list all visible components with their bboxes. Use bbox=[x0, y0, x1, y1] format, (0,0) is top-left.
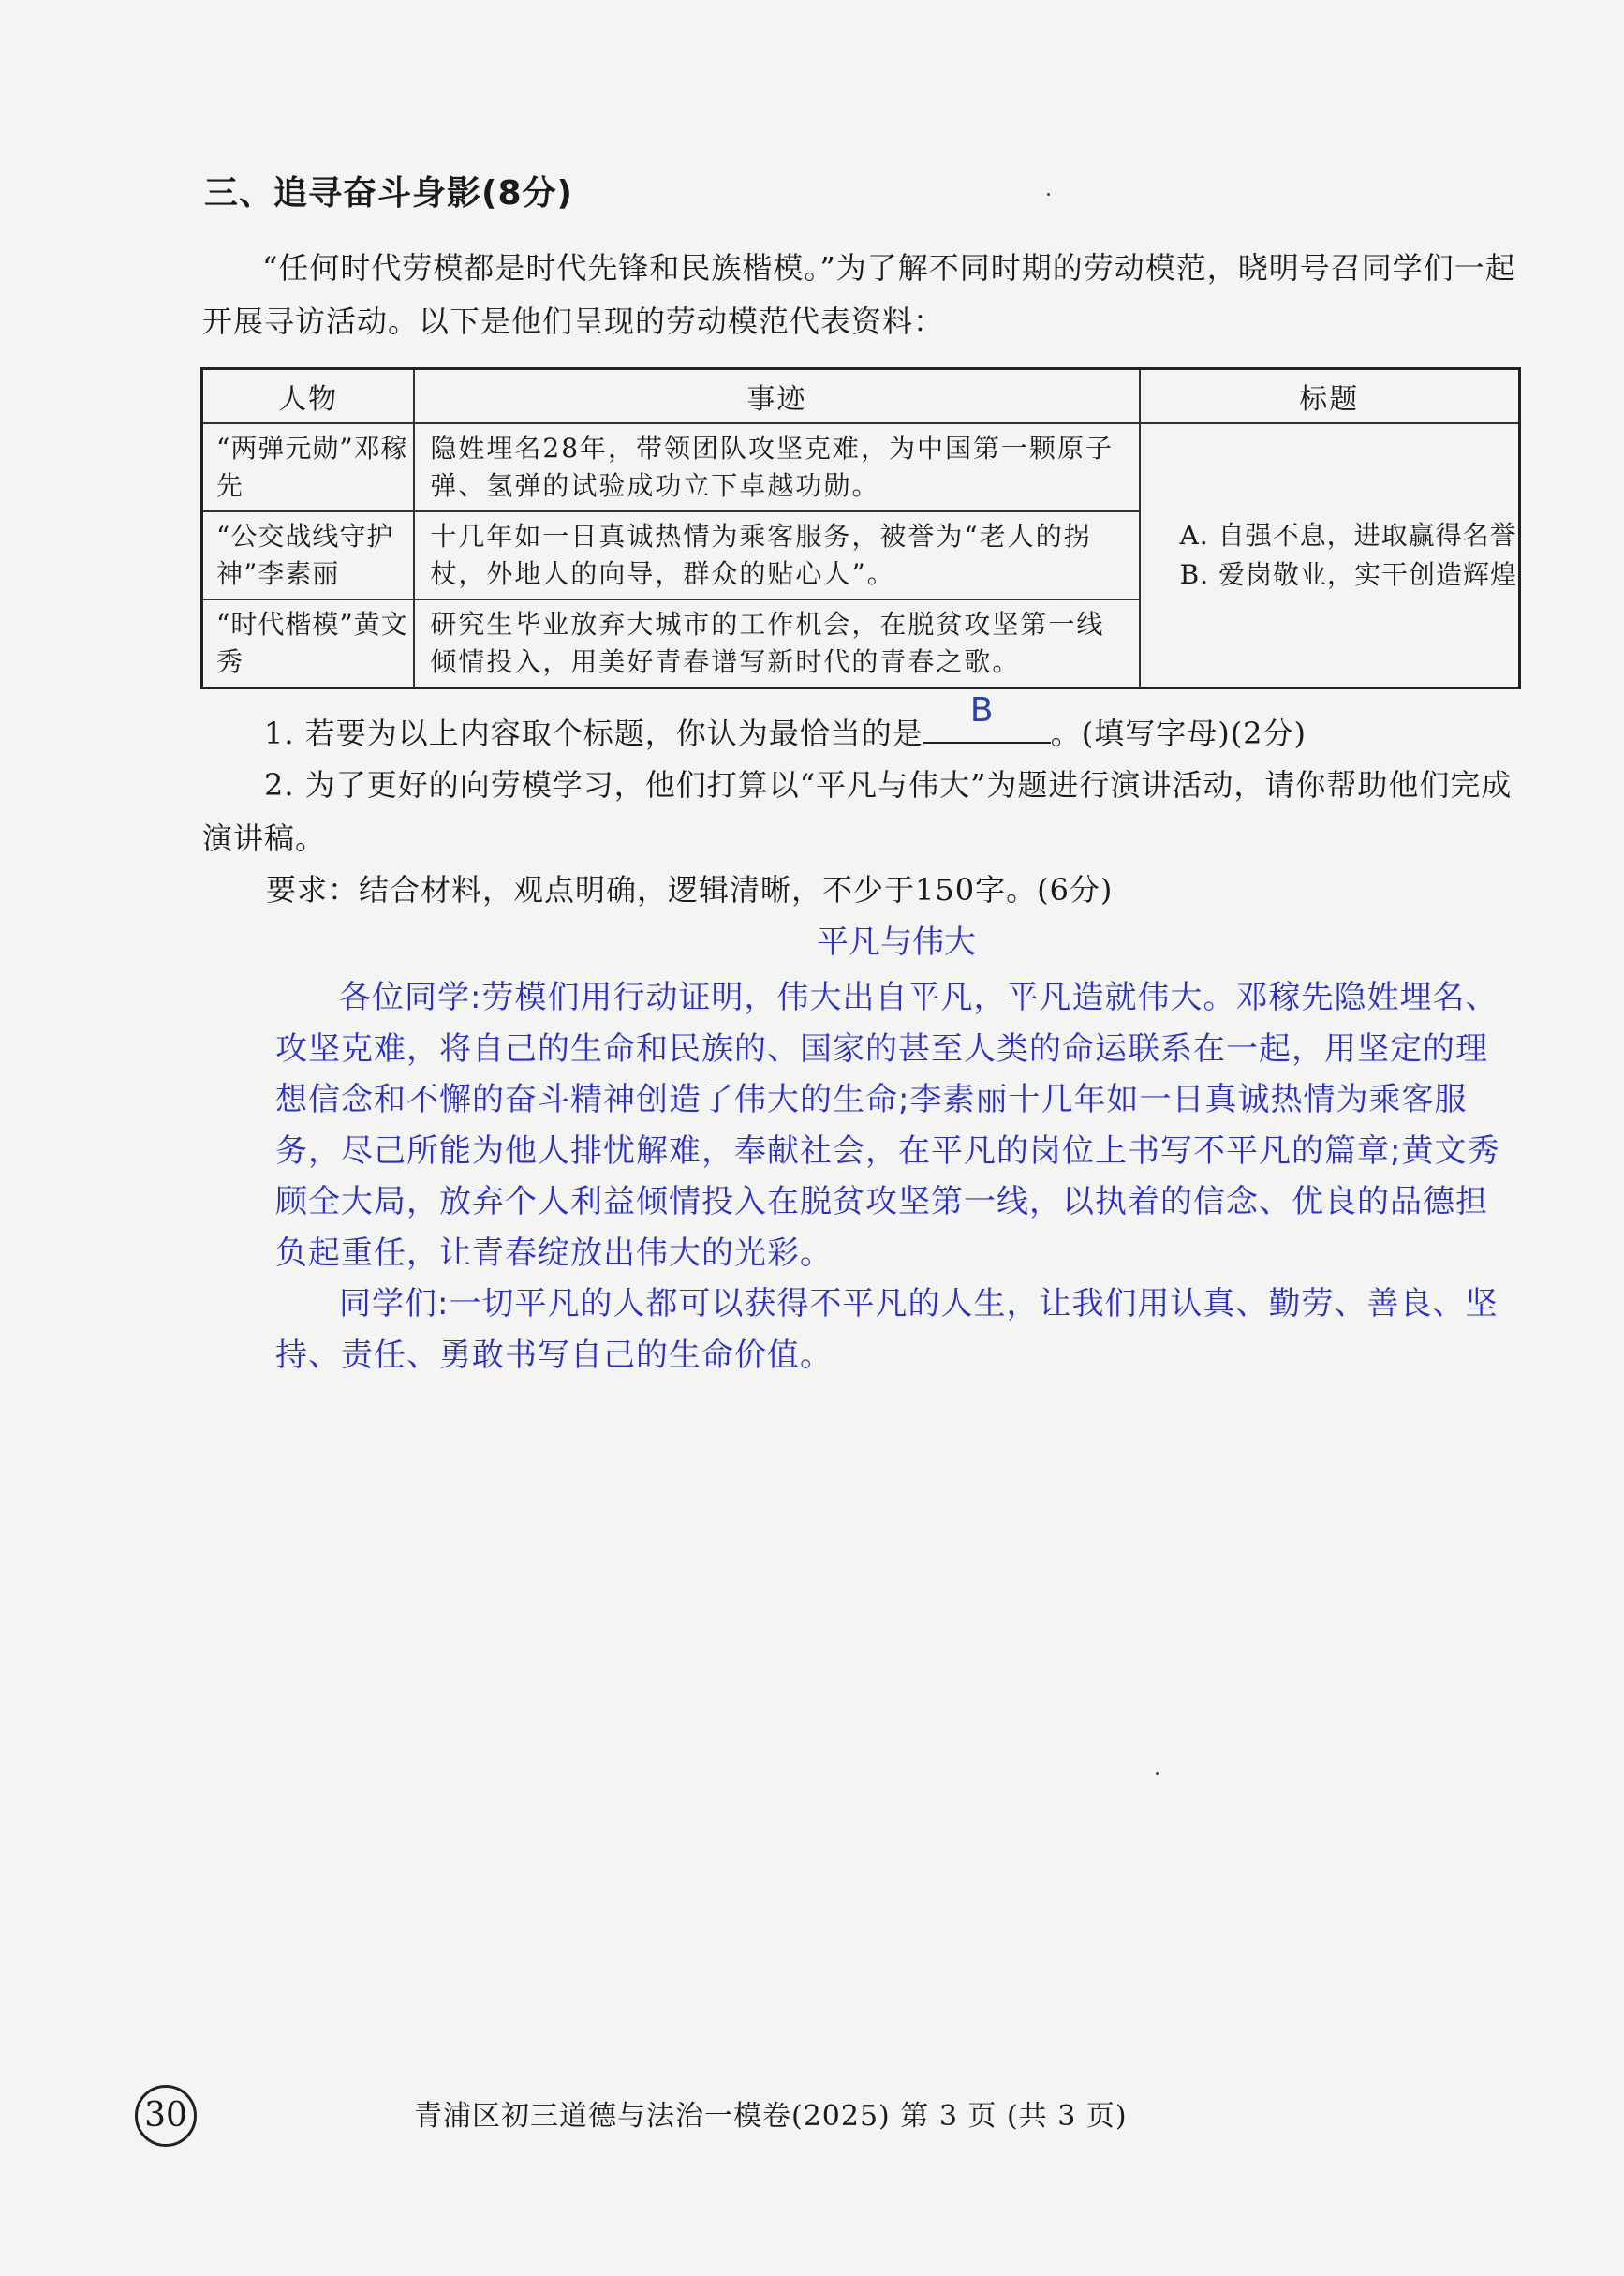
intro-paragraph: “任何时代劳模都是时代先锋和民族楷模。”为了解不同时期的劳动模范，晓明号召同学们一起开展寻访活动。以下是他们呈现的劳动模范代表资料： bbox=[202, 250, 1516, 339]
title-options-cell bbox=[1140, 423, 1520, 688]
table-header-title: 标题 bbox=[1140, 369, 1520, 424]
question-1 bbox=[264, 691, 1307, 761]
question-1-suffix: 。(填写字母)(2分) bbox=[1050, 716, 1307, 751]
person-cell: “两弹元勋”邓稼先 bbox=[202, 423, 415, 511]
deed-cell: 十几年如一日真诚热情为乘客服务，被誉为“老人的拐杖，外地人的向导，群众的贴心人”。 bbox=[414, 511, 1139, 599]
speck bbox=[1047, 193, 1050, 196]
page-badge: 30 bbox=[135, 2085, 197, 2147]
deed-cell: 隐姓埋名28年，带领团队攻坚克难，为中国第一颗原子弹、氢弹的试验成功立下卓越功勋。 bbox=[414, 423, 1139, 511]
deed-cell: 研究生毕业放弃大城市的工作机会，在脱贫攻坚第一线倾情投入，用美好青春谱写新时代的青春之歌。 bbox=[414, 599, 1139, 688]
person-cell: “公交战线守护神”李素丽 bbox=[202, 511, 415, 599]
table-header-row bbox=[202, 369, 1520, 424]
question-2: 2. 为了更好的向劳模学习，他们打算以“平凡与伟大”为题进行演讲活动，请你帮助他们完成演讲稿。 bbox=[202, 767, 1513, 856]
answer-blank[interactable] bbox=[923, 691, 1051, 744]
page-footer bbox=[135, 2085, 1352, 2150]
option-a: A. 自强不息，进取赢得名誉 bbox=[1179, 520, 1517, 551]
requirement: 要求：结合材料，观点明确，逻辑清晰，不少于150字。(6分) bbox=[266, 872, 1114, 908]
essay-paragraph-1: 各位同学:劳模们用行动证明，伟大出自平凡，平凡造就伟大。邓稼先隐姓埋名、攻坚克难，将自己的生命和民族的、国家的甚至人类的命运联系在一起，用坚定的理想信念和不懈的奋斗精神创造了伟大的生命;李素丽十几年如一日真诚热情为乘客服务，尽己所能为他人排忧解难，奉献社会，在平凡的岗位上书写不平凡的篇章;黄文秀顾全大局，放弃个人利益倾情投入在脱贫攻坚第一线，以执着的信念、优良的品德担负起重任，让青春绽放出伟大的光彩。 bbox=[275, 979, 1500, 1272]
table-header-deed: 事迹 bbox=[414, 369, 1139, 424]
essay-paragraph-2: 同学们:一切平凡的人都可以获得不平凡的人生，让我们用认真、勤劳、善良、坚持、责任、勇敢书写自己的生命价值。 bbox=[275, 1285, 1499, 1374]
table-header-person: 人物 bbox=[202, 369, 415, 424]
footer-text: 青浦区初三道德与法治一模卷(2025) 第 3 页 (共 3 页) bbox=[414, 2100, 1128, 2133]
speck bbox=[1156, 1772, 1159, 1775]
essay-title: 平凡与伟大 bbox=[817, 924, 976, 961]
option-b: B. 爱岗敬业，实干创造辉煌 bbox=[1179, 559, 1517, 590]
question-1-text: 1. 若要为以上内容取个标题，你认为最恰当的是 bbox=[264, 716, 923, 751]
handwritten-answer: B bbox=[969, 691, 995, 730]
essay-body bbox=[275, 972, 1504, 1381]
person-cell: “时代楷模”黄文秀 bbox=[202, 599, 415, 688]
table-row bbox=[202, 423, 1520, 511]
section-title: 三、追寻奋斗身影(8分) bbox=[204, 174, 573, 213]
labor-models-table bbox=[200, 367, 1521, 689]
